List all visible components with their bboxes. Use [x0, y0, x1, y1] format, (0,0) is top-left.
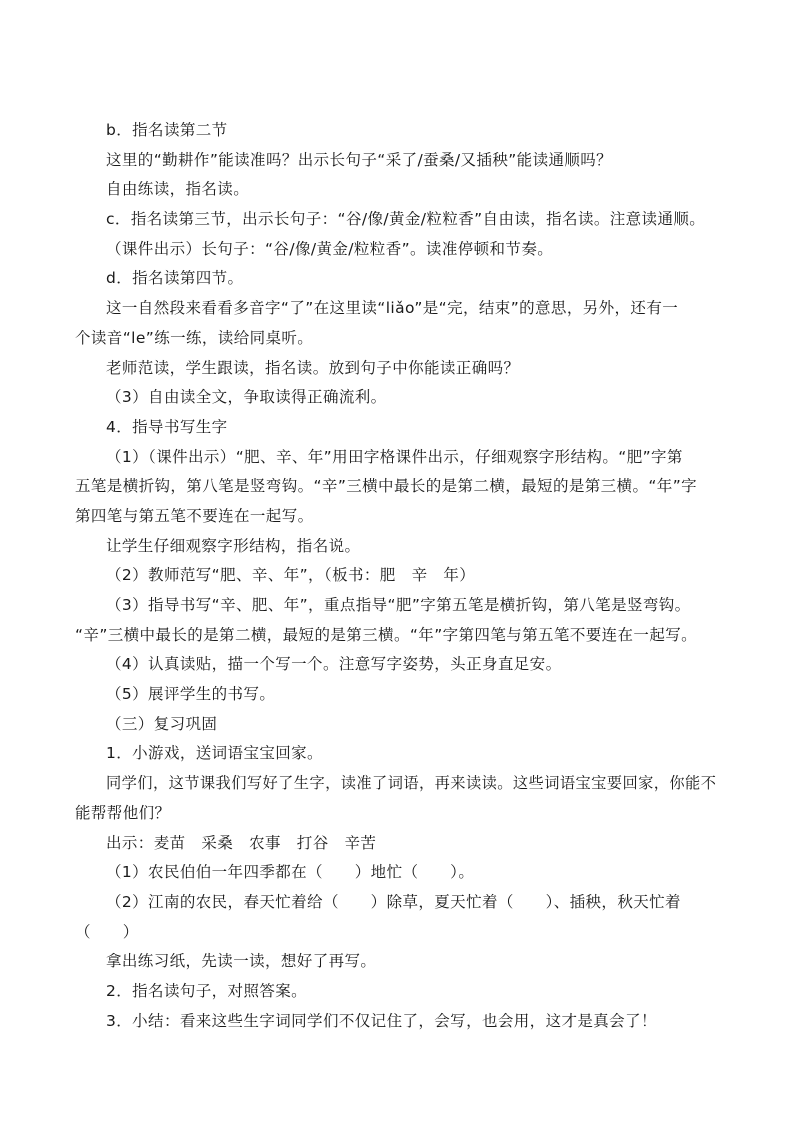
text-line: （4）认真读贴，描一个写一个。注意写字姿势，头正身直足安。 — [106, 655, 562, 674]
text-line: 能帮帮他们？ — [75, 803, 171, 822]
text-line: 这一自然段来看看多音字“了”在这里读“liǎo”是“完，结束”的意思，另外，还有一 — [106, 299, 679, 318]
text-line: d．指名读第四节。 — [106, 269, 244, 288]
text-line: 1．小游戏，送词语宝宝回家。 — [106, 744, 323, 763]
text-line: 让学生仔细观察字形结构，指名说。 — [106, 536, 361, 555]
text-line: 出示：麦苗 采桑 农事 打谷 辛苦 — [106, 833, 377, 852]
text-line: （2）江南的农民，春天忙着给（ ）除草，夏天忙着（ ）、插秧，秋天忙着 — [106, 892, 681, 911]
text-line: 老师范读，学生跟读，指名读。放到句子中你能读正确吗？ — [106, 358, 520, 377]
lesson-plan-body — [0, 116, 794, 1036]
text-line: 同学们，这节课我们写好了生字，读准了词语，再来读读。这些词语宝宝要回家，你能不 — [106, 774, 717, 793]
text-line: “辛”三横中最长的是第二横，最短的是第三横。“年”字第四笔与第五笔不要连在一起写。 — [75, 625, 698, 644]
text-line: 3．小结：看来这些生字词同学们不仅记住了，会写，也会用，这才是真会了！ — [106, 1011, 657, 1030]
text-line: 个读音“le”练一练，读给同桌听。 — [75, 328, 314, 347]
text-line: 第四笔与第五笔不要连在一起写。 — [75, 506, 314, 525]
text-line: 4．指导书写生字 — [106, 417, 228, 436]
text-line: （5）展评学生的书写。 — [106, 685, 276, 704]
text-line: （课件出示）长句子：“谷/像/黄金/粒粒香”。读准停顿和节奏。 — [106, 239, 554, 258]
text-line: （2）教师范写“肥、辛、年”，（板书：肥 辛 年） — [106, 566, 476, 585]
text-line: （1）农民伯伯一年四季都在（ ）地忙（ ）。 — [106, 863, 475, 882]
text-line: 拿出练习纸，先读一读，想好了再写。 — [106, 952, 377, 971]
text-line: （1）（课件出示）“肥、辛、年”用田字格课件出示，仔细观察字形结构。“肥”字第 — [106, 447, 683, 466]
text-line: （三）复习巩固 — [106, 714, 218, 733]
text-line: 这里的“勤耕作”能读准吗？出示长句子“采了/蚕桑/又插秧”能读通顺吗？ — [106, 150, 613, 169]
text-line: 五笔是横折钩，第八笔是竖弯钩。“辛”三横中最长的是第二横，最短的是第三横。“年”字 — [75, 477, 698, 496]
text-line: c．指名读第三节，出示长句子：“谷/像/黄金/粒粒香”自由读，指名读。注意读通顺。 — [106, 210, 706, 229]
text-line: （ ） — [75, 922, 139, 941]
text-line: 自由练读，指名读。 — [106, 180, 250, 199]
text-line: b．指名读第二节 — [106, 121, 228, 139]
text-line: （3）指导书写“辛、肥、年”，重点指导“肥”字第五笔是横折钩，第八笔是竖弯钩。 — [106, 596, 691, 614]
text-line: （3）自由读全文，争取读得正确流利。 — [106, 388, 387, 407]
text-line: 2．指名读句子，对照答案。 — [106, 981, 308, 1000]
